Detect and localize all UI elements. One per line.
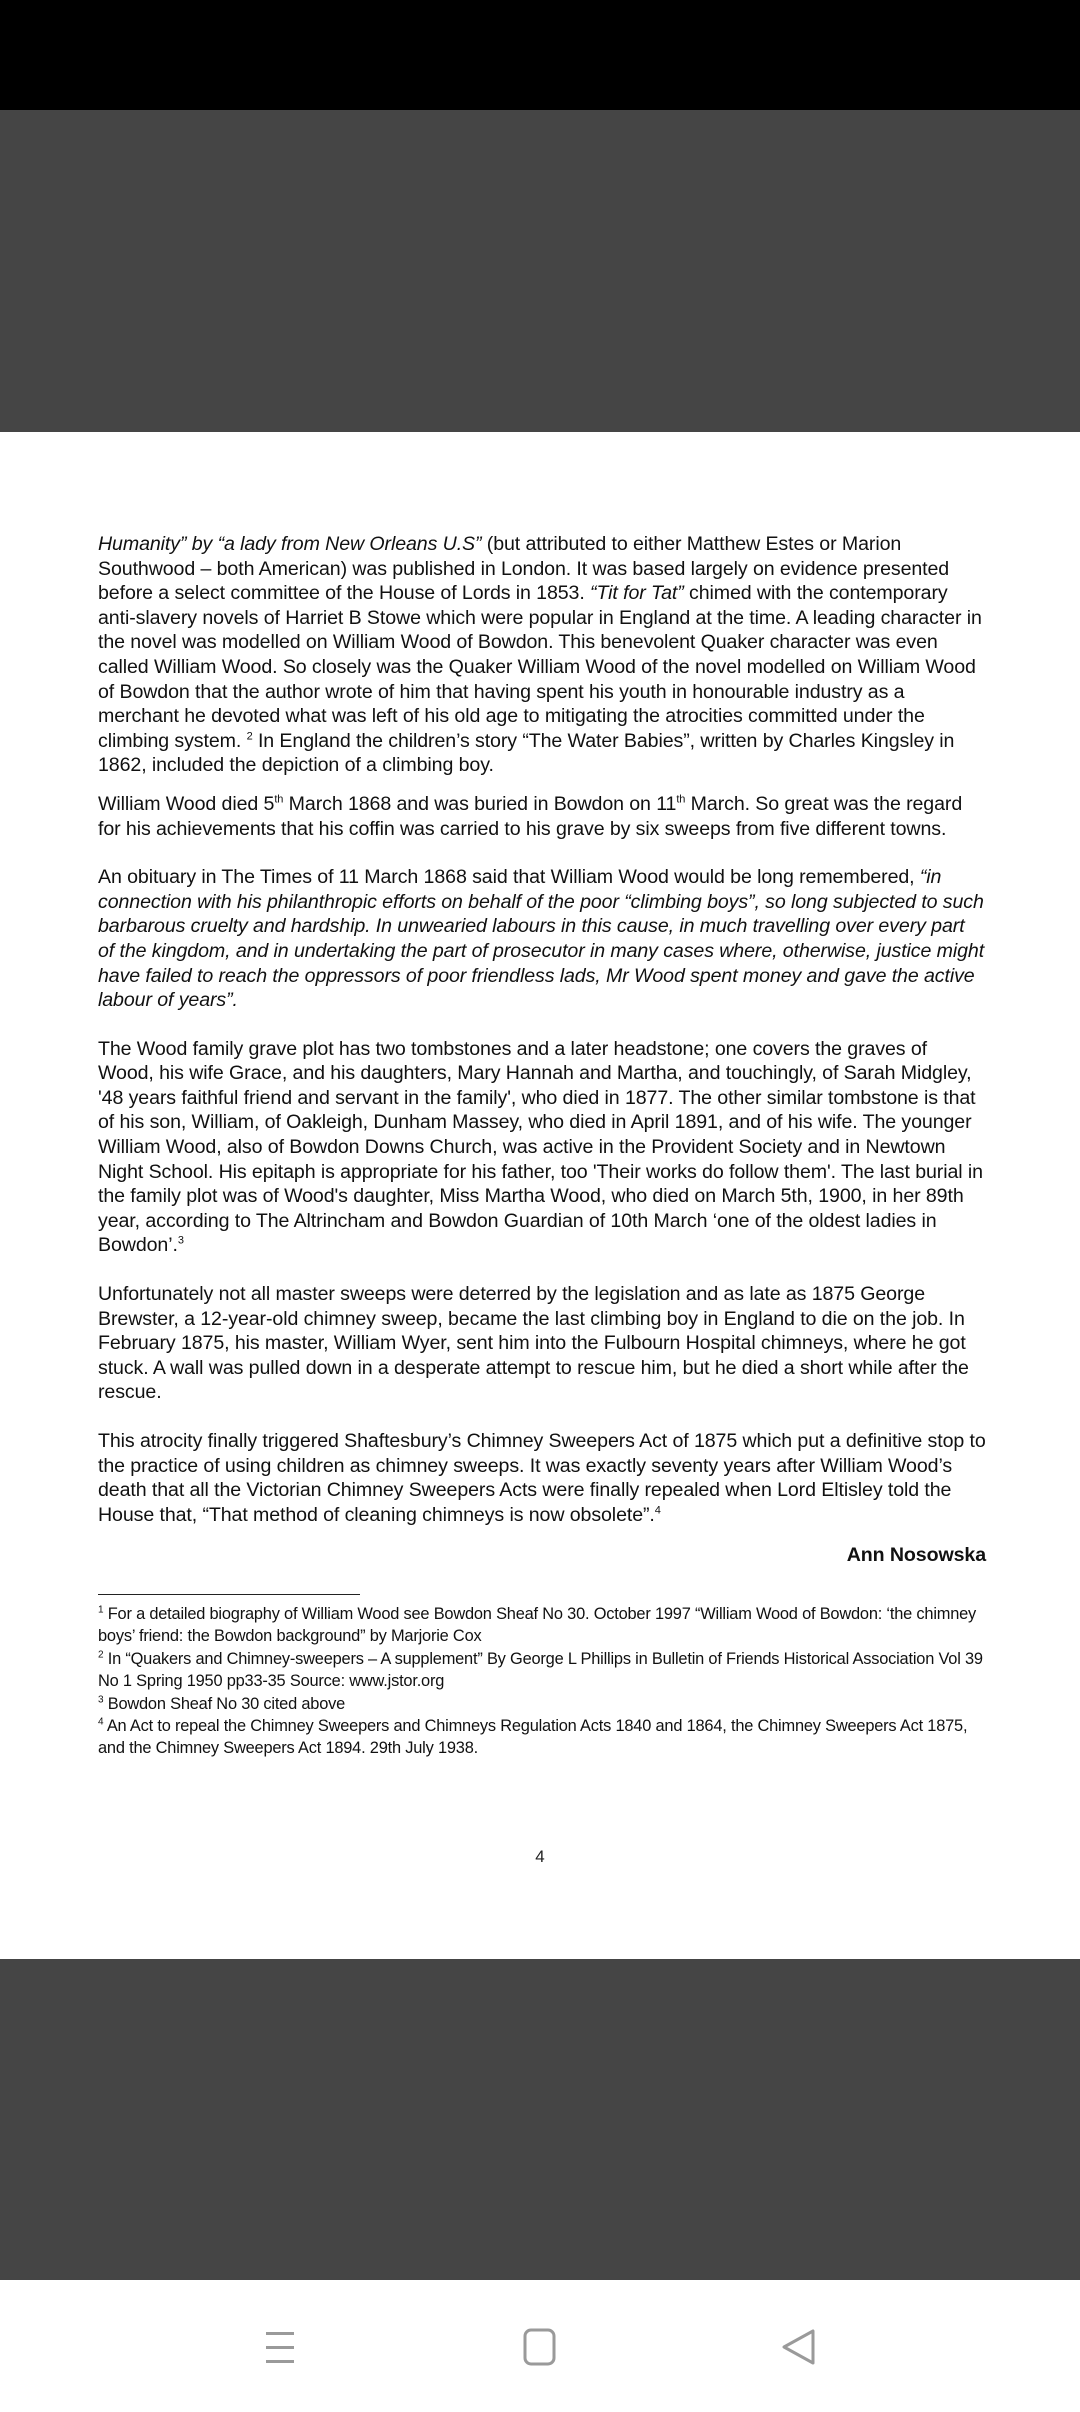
footnote-4 xyxy=(98,1715,986,1760)
footnote-ref-3[interactable]: 3 xyxy=(177,1234,184,1247)
ordinal-suffix: th xyxy=(274,793,284,806)
paragraph-obituary xyxy=(98,865,986,1013)
text: This atrocity finally triggered Shaftesbury’s Chimney Sweepers Act of 1875 which put a definitive stop to the practice of using children as chimney sweeps. It was exactly seventy years after William Wood’s death that all the Victorian Chimney Sweepers Acts were finally repealed when Lord Eltisley told the House that, “That method of cleaning chimneys is now obsolete”. xyxy=(98,1430,986,1526)
status-bar xyxy=(0,0,1080,110)
menu-icon xyxy=(262,2327,302,2367)
footnote-text: For a detailed biography of William Wood see Bowdon Sheaf No 30. October 1997 “William Wood of Bowdon: ‘the chimney boys’ friend: the Bowdon background” by Marjorie Cox xyxy=(98,1604,977,1646)
page-content xyxy=(98,532,986,1760)
viewer-background-top[interactable] xyxy=(0,110,1080,432)
text-italic: Humanity” by “a lady from New Orleans U.S” xyxy=(98,533,482,555)
footnote-text: An Act to repeal the Chimney Sweepers and Chimneys Regulation Acts 1840 and 1864, the Chimney Sweepers Act 1875, and the Chimney Sweepers Act 1894. 29th July 1938. xyxy=(98,1717,968,1758)
page-number: 4 xyxy=(535,1847,545,1866)
text: March 1868 and was buried in Bowdon on 11 xyxy=(283,792,677,815)
text: (but attributed to either Matthew Estes or Marion Southwood – both American) was published in London. It was based largely on evidence presented before a select committee of the House of Lords in 1853. xyxy=(98,533,950,605)
footnote-text: Bowdon Sheaf No 30 cited above xyxy=(103,1694,346,1713)
footnotes xyxy=(98,1603,986,1760)
viewer-background-bottom[interactable] xyxy=(0,1959,1080,2280)
text: An obituary in The Times of 11 March 1868 said that William Wood would be long remembered, xyxy=(98,866,920,889)
footnote-number: 1 xyxy=(98,1604,104,1616)
footnote-number: 4 xyxy=(98,1716,104,1728)
footnote-separator xyxy=(98,1594,360,1595)
obituary-quote: “in connection with his philanthropic efforts on behalf of the poor “climbing boys”, so long subjected to such barbarous cruelty and hardship. In unwearied labours in this cause, in much travelling over every part of the kingdom, and in undertaking the part of prosecutor in many cases where, otherwise, justice might have failed to reach the oppressors of poor friendless lads, Mr Wood spent money and gave the active labour of years”. xyxy=(98,866,985,1012)
text-italic: “Tit for Tat” xyxy=(590,582,684,605)
text: William Wood died 5 xyxy=(98,792,275,815)
ordinal-suffix: th xyxy=(676,793,686,806)
paragraph-grave-plot xyxy=(98,1037,986,1258)
text: The Wood family grave plot has two tombstones and a later headstone; one covers the graves of Wood, his wife Grace, and his daughters, Mary Hannah and Martha, and touchingly, of Sarah Midgley, '48 years faithful friend and servant in the family', who died in 1877. The other similar tombstone is that of his son, William, of Oakleigh, Dunham Massey, who died in April 1891, and of his wife. The younger William Wood, also of Bowdon Downs Church, was active in the Provident Society and in Newtown Night School. His epitaph is appropriate for his father, too 'Their works do follow them'. The last burial in the family plot was of Wood's daughter, Miss Martha Wood, who died on March 5th, 1900, in her 89th year, according to The Altrincham and Bowdon Guardian of 10th March ‘one of the oldest ladies in Bowdon’. xyxy=(98,1037,983,1257)
text: chimed with the contemporary anti-slavery novels of Harriet B Stowe which were popular in England at the time. A leading character in the novel was modelled on William Wood of Bowdon. This benevolent Quaker character was even called William Wood. So closely was the Quaker William Wood of the novel modelled on William Wood of Bowdon that the author wrote of him that having spent his youth in honourable industry as a merchant he devoted what was left of his old age to mitigating the atrocities committed under the climbing system. xyxy=(98,582,982,752)
footnote-2 xyxy=(98,1648,986,1693)
footnote-number: 2 xyxy=(98,1649,104,1661)
paragraph-novel xyxy=(98,532,986,778)
text: Unfortunately not all master sweeps were deterred by the legislation and as late as 1875 George Brewster, a 12-year-old chimney sweep, became the last climbing boy in England to die on the job. In February 1875, his master, William Wyer, sent him into the Fulbourn Hospital chimneys, where he got stuck. A wall was pulled down in a desperate attempt to rescue him, but he died a short while after the rescue. xyxy=(98,1283,969,1404)
home-button[interactable] xyxy=(515,2322,565,2372)
paragraph-death xyxy=(98,792,986,841)
system-navigation-bar xyxy=(0,2280,1080,2412)
footnote-ref-4[interactable]: 4 xyxy=(654,1504,661,1517)
footnote-ref-2[interactable]: 2 xyxy=(246,730,253,743)
footnote-3 xyxy=(98,1693,986,1715)
text: March. So great was the regard for his achievements that his coffin was carried to his grave by six sweeps from five different towns. xyxy=(98,792,963,840)
back-button[interactable] xyxy=(774,2322,824,2372)
footnote-text: In “Quakers and Chimney-sweepers – A supplement” By George L Phillips in Bulletin of Friends Historical Association Vol 39 No 1 Spring 1950 pp33-35 Source: www.jstor.org xyxy=(98,1649,983,1691)
paragraph-george-brewster xyxy=(98,1282,986,1405)
home-icon xyxy=(520,2327,560,2367)
paragraph-chimney-act xyxy=(98,1429,986,1527)
document-page[interactable] xyxy=(0,432,1080,1959)
recent-apps-button[interactable] xyxy=(257,2322,307,2372)
back-icon xyxy=(779,2327,819,2367)
text: In England the children’s story “The Water Babies”, written by Charles Kingsley in 1862, included the depiction of a climbing boy. xyxy=(98,729,955,777)
footnote-number: 3 xyxy=(98,1694,104,1706)
author-name: Ann Nosowska xyxy=(846,1544,986,1567)
footnote-1 xyxy=(98,1603,986,1648)
